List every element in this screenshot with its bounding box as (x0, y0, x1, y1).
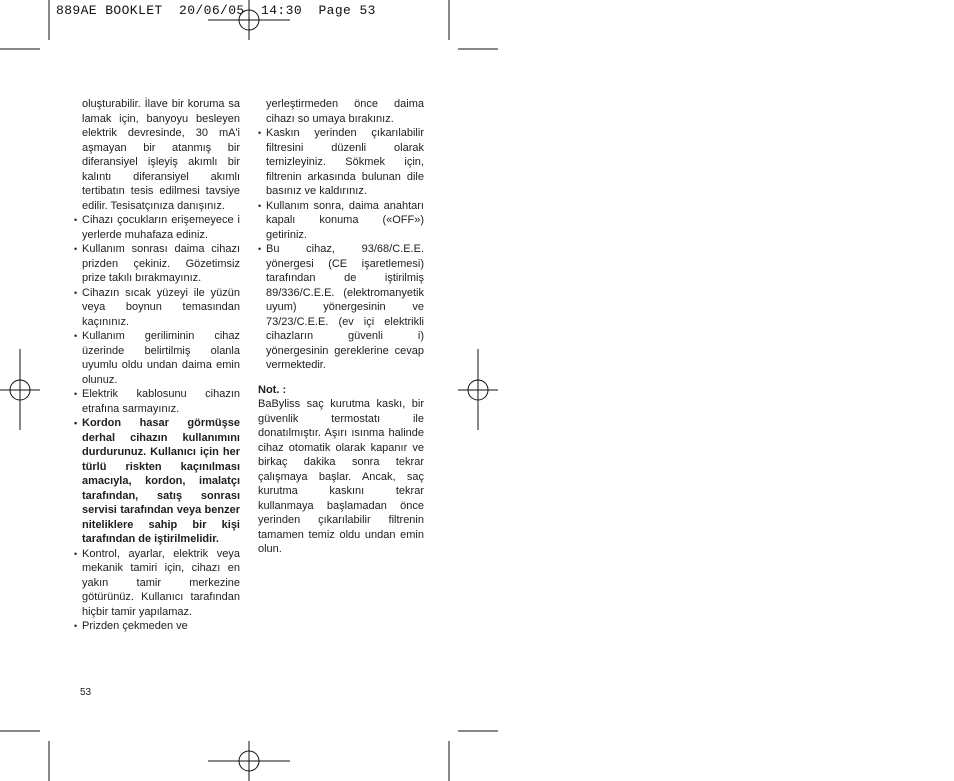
list-item: • Cihazı çocukların erişemeyece i yerlerde muhafaza ediniz. (74, 213, 240, 242)
right-column (258, 97, 424, 557)
list-item: • Elektrik kablosunu cihazın etrafına sarmayınız. (74, 387, 240, 416)
list-item: • Kullanım sonra, daima anahtarı kapalı konuma («OFF») getiriniz. (258, 199, 424, 243)
list-item: • Bu cihaz, 93/68/C.E.E. yönergesi (CE işaretlemesi) tarafından de iştirilmiş 89/336/C.E.E. (elektromanyetik uyum) yönergesinin ve 73/23/C.E.E. (ev içi elektrikli cihazların güvenli i) yönergesinin gereklerine cevap vermektedir. (258, 242, 424, 373)
continuation-paragraph: yerleştirmeden önce daima cihazı so umaya bırakınız. (266, 98, 424, 125)
note-body: BaByliss saç kurutma kaskı, bir güvenlik termostatı ile donatılmıştır. Aşırı ısınma halinde cihaz otomatik olarak kapanır ve birkaç dakika sonra tekrar çalışmaya başlar. Ancak, saç kurutma kaskını tekrar kullanmaya başlamadan önce yerinden çıkarılabilir filtrenin tamamen temiz oldu undan emin olun. (258, 398, 424, 555)
print-slug: 889AE BOOKLET 20/06/05 14:30 Page 53 (56, 3, 376, 18)
list-item: • Kullanım sonrası daima cihazı prizden çekiniz. Gözetimsiz prize takılı bırakmayınız. (74, 242, 240, 286)
list-item: • Prizden çekmeden ve (74, 619, 240, 634)
list-item: • Cihazın sıcak yüzeyi ile yüzün veya boynun temasından kaçınınız. (74, 286, 240, 330)
list-item: • Kontrol, ayarlar, elektrik veya mekanik tamiri için, cihazı en yakın tamir merkezine götürünüz. Kullanıcı tarafından hiçbir tamir yapılamaz. (74, 547, 240, 620)
left-column (74, 97, 240, 634)
list-item: • Kullanım geriliminin cihaz üzerinde belirtilmiş olanla uyumlu oldu undan daima emin olunuz. (74, 329, 240, 387)
note-title: Not. : (258, 383, 287, 396)
intro-paragraph: oluşturabilir. İlave bir koruma sa lamak için, banyoyu besleyen elektrik devresinde, 30 mA'i aşmayan bir atanmış bir diferansiyel işleyiş akımlı bir kalıntı diferansiyel akımlı tertibatın tesis edilmesi tavsiye edilir. Tesisatçınıza danışınız. (82, 98, 240, 212)
page-number: 53 (80, 687, 92, 698)
list-item: • Kaskın yerinden çıkarılabilir filtresini düzenli olarak temizleyiniz. Sökmek için, filtrenin arkasında bulunan dile basınız ve kaldırınız. (258, 126, 424, 199)
list-item-warning: • Kordon hasar görmüşse derhal cihazın kullanımını durdurunuz. Kullanıcı için her türlü riskten kaçınılması amacıyla, kordon, imalatçı tarafından, satış sonrası servisi tarafından veya benzer niteliklere sahip bir kişi tarafından de iştirilmelidir. (74, 416, 240, 547)
